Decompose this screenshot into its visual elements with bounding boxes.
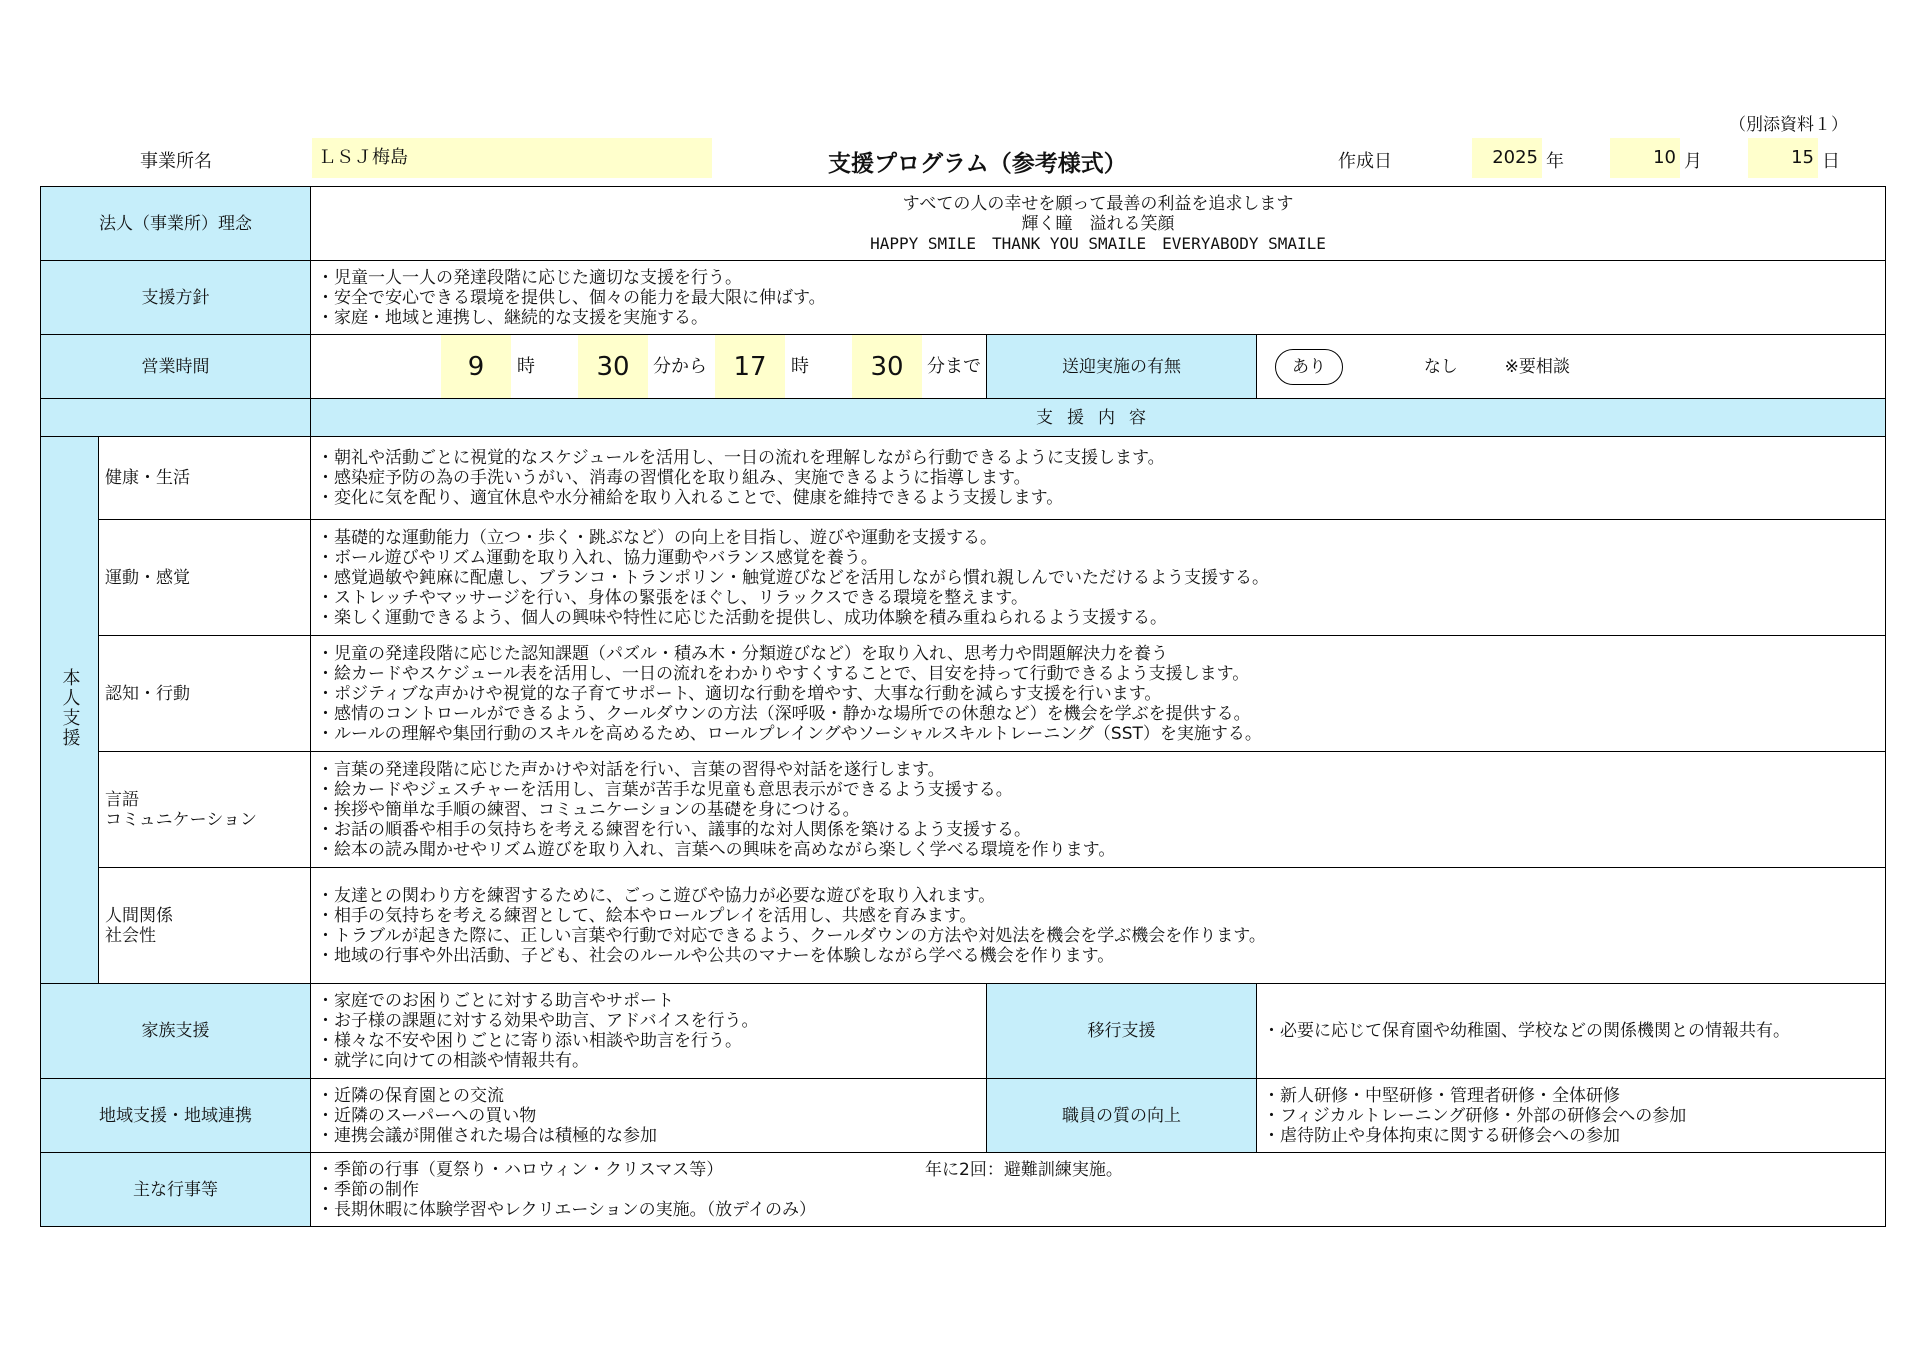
support-content-blank xyxy=(41,399,311,437)
content-line: ・就学に向けての相談や情報共有。 xyxy=(317,1051,589,1071)
policy-line: ・安全で安心できる環境を提供し、個々の能力を最大限に伸ばす。 xyxy=(317,287,826,308)
language-communication-label xyxy=(99,752,311,868)
year-value: 2025 xyxy=(1492,147,1538,168)
community-staff-row xyxy=(41,1079,1886,1153)
staff-quality-content xyxy=(1257,1079,1886,1153)
transport-no-option[interactable]: なし xyxy=(1423,356,1458,377)
content-line: ・感覚過敏や鈍麻に配慮し、ブランコ・トランポリン・触覚遊びなどを活用しながら慣れ親しんでいただけるよう支援する。 xyxy=(317,567,1269,588)
support-content-text: 支援内容 xyxy=(1036,407,1160,428)
cognition-behavior-content xyxy=(311,636,1886,752)
support-content-header-row xyxy=(41,399,1886,437)
language-communication-row xyxy=(41,752,1886,868)
content-line: ・近隣のスーパーへの買い物 xyxy=(317,1105,537,1126)
philosophy-content xyxy=(311,187,1886,261)
philosophy-line: 輝く瞳 溢れる笑顔 xyxy=(1021,213,1175,234)
transport-note: ※要相談 xyxy=(1504,356,1570,377)
content-line: ・変化に気を配り、適宜休息や水分補給を取り入れることで、健康を維持できるよう支援します。 xyxy=(317,488,1064,508)
label-line: 社会性 xyxy=(105,925,156,946)
from-unit: 分から xyxy=(653,356,707,377)
content-line: ・ルールの理解や集団行動のスキルを高めるため、ロールプレイングやソーシャルスキルトレーニング（SST）を実施する。 xyxy=(317,723,1262,744)
community-support-content xyxy=(311,1079,987,1153)
cognition-behavior-row xyxy=(41,636,1886,752)
philosophy-label: 法人（事業所）理念 xyxy=(41,187,311,261)
content-line: ・フィジカルトレーニング研修・外部の研修会への参加 xyxy=(1263,1105,1687,1126)
year-unit: 年 xyxy=(1546,151,1564,172)
content-line: ・連携会議が開催された場合は積極的な参加 xyxy=(317,1125,657,1146)
hours-label: 営業時間 xyxy=(41,335,311,399)
content-line: ・友達との関わり方を練習するために、ごっこ遊びや協力が必要な遊びを取り入れます。 xyxy=(317,885,996,906)
content-line: ・ポジティブな声かけや視覚的な子育てサポート、適切な行動を増やす、大事な行動を減らす支援を行います。 xyxy=(317,683,1162,704)
month-field[interactable] xyxy=(1610,138,1680,178)
content-line: ・絵カードやスケジュール表を活用し、一日の流れをわかりやすくすることで、目安を持って行動できるよう支援します。 xyxy=(317,663,1250,684)
policy-content xyxy=(311,261,1886,335)
content-line: ・絵カードやジェスチャーを活用し、言葉が苦手な児童も意思表示ができるよう支援する。 xyxy=(317,779,1013,800)
month-value: 10 xyxy=(1653,147,1676,168)
month-unit: 月 xyxy=(1684,151,1702,172)
content-line: ・挨拶や簡単な手順の練習、コミュニケーションの基礎を身につける。 xyxy=(317,799,860,820)
content-line: ・感情のコントロールができるよう、クールダウンの方法（深呼吸・静かな場所での休憩など）を機会を学ぶを提供する。 xyxy=(317,703,1251,724)
policy-label: 支援方針 xyxy=(41,261,311,335)
personal-support-label xyxy=(41,437,99,984)
content-line: ・楽しく運動できるよう、個人の興味や特性に応じた活動を提供し、成功体験を積み重ねられるよう支援する。 xyxy=(317,607,1167,628)
family-support-label: 家族支援 xyxy=(41,984,311,1079)
health-life-row xyxy=(41,437,1886,520)
content-line: ・児童の発達段階に応じた認知課題（パズル・積み木・分類遊びなど）を取り入れ、思考力や問題解決力を養う xyxy=(317,643,1169,664)
support-content-label xyxy=(311,399,1886,437)
end-hour-field[interactable]: 17 xyxy=(715,335,785,399)
content-line: ・様々な不安や困りごとに寄り添い相談や助言を行う。 xyxy=(317,1031,742,1051)
motor-sensory-content xyxy=(311,520,1886,636)
start-hour-field[interactable]: 9 xyxy=(441,335,511,399)
events-content xyxy=(311,1153,1886,1227)
hours-content xyxy=(311,335,987,399)
content-line: ・お子様の課題に対する効果や助言、アドバイスを行う。 xyxy=(317,1011,759,1031)
language-communication-content xyxy=(311,752,1886,868)
content-line: ・長期休暇に体験学習やレクリエーションの実施。（放デイのみ） xyxy=(317,1199,816,1220)
content-line: ・地域の行事や外出活動、子ども、社会のルールや公共のマナーを体験しながら学べる機会を作ります。 xyxy=(317,945,1115,966)
end-minute-field[interactable]: 30 xyxy=(852,335,922,399)
year-field[interactable] xyxy=(1472,138,1542,178)
community-support-label: 地域支援・地域連携 xyxy=(41,1079,311,1153)
hours-row xyxy=(41,335,1886,399)
transition-support-content xyxy=(1257,984,1886,1079)
philosophy-row xyxy=(41,187,1886,261)
health-life-label: 健康・生活 xyxy=(99,437,311,520)
created-date-label: 作成日 xyxy=(1338,151,1392,172)
content-line: ・言葉の発達段階に応じた声かけや対話を行い、言葉の習得や対話を遂行します。 xyxy=(317,759,945,780)
content-line: ・朝礼や活動ごとに視覚的なスケジュールを活用し、一日の流れを理解しながら行動できるように支援します。 xyxy=(317,448,1165,468)
page-title: 支援プログラム（参考様式） xyxy=(828,151,1127,177)
events-line-left: ・季節の行事（夏祭り・ハロウィン・クリスマス等） xyxy=(317,1159,724,1180)
philosophy-line: すべての人の幸せを願って最善の利益を追求します xyxy=(902,193,1294,214)
transport-label: 送迎実施の有無 xyxy=(987,335,1257,399)
content-line: ・相手の気持ちを考える練習として、絵本やロールプレイを活用し、共感を育みます。 xyxy=(317,905,977,926)
events-row xyxy=(41,1153,1886,1227)
to-unit: 分まで xyxy=(927,356,981,377)
events-line-right: 年に2回：避難訓練実施。 xyxy=(925,1159,1123,1180)
content-line: ・絵本の読み聞かせやリズム遊びを取り入れ、言葉への興味を高めながら楽しく学べる環境を作ります。 xyxy=(317,839,1116,860)
content-line: ・お話の順番や相手の気持ちを考える練習を行い、議事的な対人関係を築けるよう支援する。 xyxy=(317,819,1031,840)
policy-line: ・児童一人一人の発達段階に応じた適切な支援を行う。 xyxy=(317,267,742,288)
health-life-content xyxy=(311,437,1886,520)
content-line: ・季節の制作 xyxy=(317,1179,419,1200)
events-label: 主な行事等 xyxy=(41,1153,311,1227)
content-line: ・感染症予防の為の手洗いうがい、消毒の習慣化を取り組み、実施できるように指導します。 xyxy=(317,468,1031,488)
office-label: 事業所名 xyxy=(140,151,212,172)
policy-row xyxy=(41,261,1886,335)
office-name: ＬＳＪ梅島 xyxy=(318,147,408,168)
policy-line: ・家庭・地域と連携し、継続的な支援を実施する。 xyxy=(317,307,708,328)
content-line: ・トラブルが起きた際に、正しい言葉や行動で対応できるよう、クールダウンの方法や対処法を機会を学ぶ機会を作ります。 xyxy=(317,925,1266,946)
content-line: ・家庭でのお困りごとに対する助言やサポート xyxy=(317,991,674,1011)
staff-quality-label: 職員の質の向上 xyxy=(987,1079,1257,1153)
hour-unit: 時 xyxy=(791,356,809,377)
day-unit: 日 xyxy=(1822,151,1840,172)
cognition-behavior-label: 認知・行動 xyxy=(99,636,311,752)
personal-support-text: 本人支援 xyxy=(59,667,81,748)
day-value: 15 xyxy=(1791,147,1814,168)
content-line: ・基礎的な運動能力（立つ・歩く・跳ぶなど）の向上を目指し、遊びや運動を支援する。 xyxy=(317,527,997,548)
label-line: 言語 xyxy=(105,789,139,810)
content-line: ・近隣の保育園との交流 xyxy=(317,1085,504,1106)
attachment-note: （別添資料１） xyxy=(1729,115,1848,135)
social-relations-content xyxy=(311,868,1886,984)
social-relations-row xyxy=(41,868,1886,984)
philosophy-line: HAPPY SMILE THANK YOU SMAILE EVERYABODY SMAILE xyxy=(870,233,1326,253)
family-transition-row xyxy=(41,984,1886,1079)
social-relations-label xyxy=(99,868,311,984)
transport-options xyxy=(1257,335,1886,399)
transport-yes-option[interactable]: あり xyxy=(1275,349,1343,385)
day-field[interactable] xyxy=(1748,138,1818,178)
support-program-table xyxy=(40,186,1886,1227)
motor-sensory-row xyxy=(41,520,1886,636)
motor-sensory-label: 運動・感覚 xyxy=(99,520,311,636)
office-name-field[interactable] xyxy=(312,138,712,178)
transition-support-label: 移行支援 xyxy=(987,984,1257,1079)
content-line: ・新人研修・中堅研修・管理者研修・全体研修 xyxy=(1263,1085,1620,1106)
family-support-content xyxy=(311,984,987,1079)
hour-unit: 時 xyxy=(517,356,535,377)
content-line: ・必要に応じて保育園や幼稚園、学校などの関係機関との情報共有。 xyxy=(1263,1021,1790,1041)
content-line: ・ストレッチやマッサージを行い、身体の緊張をほぐし、リラックスできる環境を整えます。 xyxy=(317,587,1028,608)
start-minute-field[interactable]: 30 xyxy=(578,335,648,399)
content-line: ・虐待防止や身体拘束に関する研修会への参加 xyxy=(1263,1125,1620,1146)
content-line: ・ボール遊びやリズム運動を取り入れ、協力運動やバランス感覚を養う。 xyxy=(317,547,878,568)
label-line: コミュニケーション xyxy=(105,809,257,830)
label-line: 人間関係 xyxy=(105,905,173,926)
content-line xyxy=(317,1160,1879,1180)
